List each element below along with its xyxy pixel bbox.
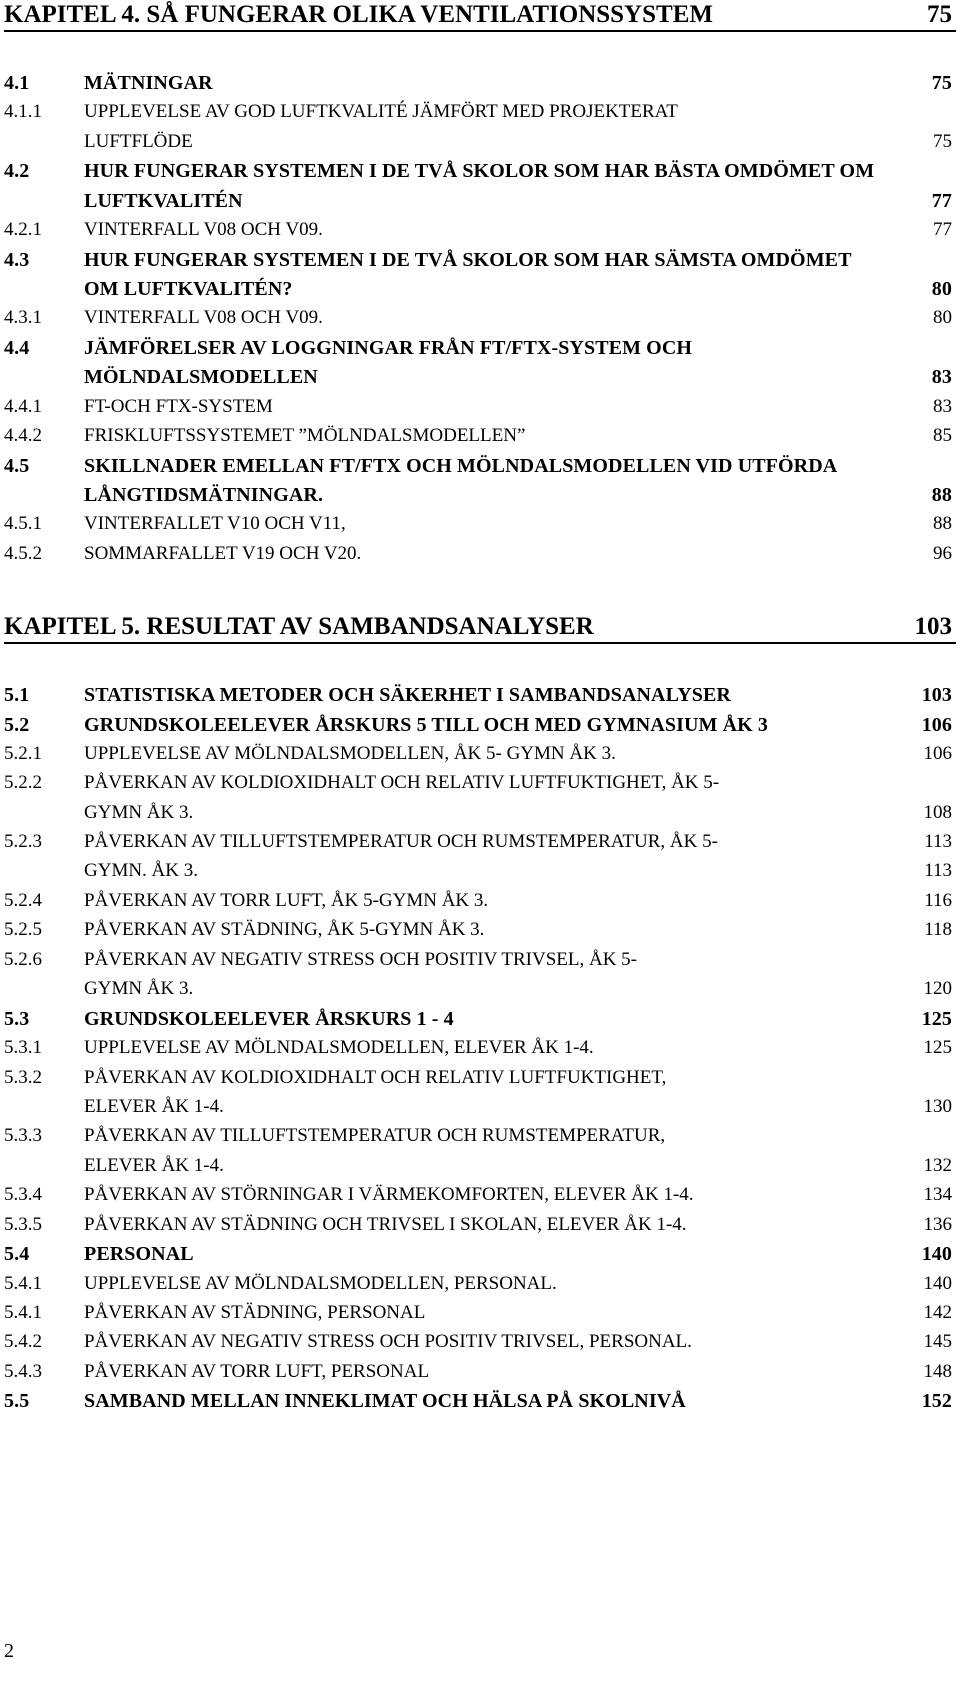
entry-title: HUR FUNGERAR SYSTEMEN I DE TVÅ SKOLOR SOM HAR BÄSTA OMDÖMET OM	[84, 160, 875, 182]
entry-title: PÅVERKAN AV STÄDNING, PERSONAL	[84, 1302, 426, 1323]
entry-title: FRISKLUFTSSYSTEMET ”MÖLNDALSMODELLEN”	[84, 425, 526, 446]
entry-number: 5.1	[4, 684, 30, 706]
entry-number: 5.2.4	[4, 890, 42, 911]
entry-title: UPPLEVELSE AV MÖLNDALSMODELLEN, ELEVER ÅK 1-4.	[84, 1037, 594, 1058]
entry-title: PÅVERKAN AV TORR LUFT, ÅK 5-GYMN ÅK 3.	[84, 890, 489, 911]
entry-title: PÅVERKAN AV TILLUFTSTEMPERATUR OCH RUMSTEMPERATUR,	[84, 1125, 666, 1146]
entry-number: 5.4.2	[4, 1331, 42, 1352]
entry-number: 4.5.1	[4, 513, 42, 534]
entry-title: PÅVERKAN AV STÄDNING, ÅK 5-GYMN ÅK 3.	[84, 919, 485, 940]
entry-page: 106	[921, 714, 952, 736]
entry-number: 4.2.1	[4, 219, 42, 240]
entry-title: PÅVERKAN AV NEGATIV STRESS OCH POSITIV TRIVSEL, ÅK 5-	[84, 949, 638, 970]
entry-title-cont: GYMN. ÅK 3.	[84, 860, 198, 881]
entry-title: PÅVERKAN AV NEGATIV STRESS OCH POSITIV TRIVSEL, PERSONAL.	[84, 1331, 692, 1352]
entry-title: MÄTNINGAR	[84, 72, 213, 94]
entry-title: GRUNDSKOLEELEVER ÅRSKURS 1 - 4	[84, 1008, 454, 1030]
entry-title-cont: LÅNGTIDSMÄTNINGAR.	[84, 484, 324, 506]
entry-title: PERSONAL	[84, 1243, 194, 1265]
entry-page: 136	[923, 1214, 952, 1235]
entry-page: 152	[921, 1390, 952, 1412]
entry-number: 5.3.3	[4, 1125, 42, 1146]
entry-title: UPPLEVELSE AV GOD LUFTKVALITÉ JÄMFÖRT MED PROJEKTERAT	[84, 101, 678, 122]
entry-title-cont: LUFTKVALITÉN	[84, 190, 243, 212]
entry-page: 130	[923, 1096, 952, 1117]
entry-number: 5.3.5	[4, 1214, 42, 1235]
entry-title: PÅVERKAN AV TORR LUFT, PERSONAL	[84, 1361, 430, 1382]
entry-page: 83	[933, 396, 952, 417]
entry-title: PÅVERKAN AV KOLDIOXIDHALT OCH RELATIV LUFTFUKTIGHET,	[84, 1067, 667, 1088]
entry-number: 4.5	[4, 455, 30, 477]
entry-page: 142	[923, 1302, 952, 1323]
entry-page: 132	[923, 1155, 952, 1176]
entry-number: 5.3.4	[4, 1184, 42, 1205]
entry-page: 125	[923, 1037, 952, 1058]
entry-number: 4.2	[4, 160, 30, 182]
entry-title: PÅVERKAN AV KOLDIOXIDHALT OCH RELATIV LUFTFUKTIGHET, ÅK 5-	[84, 772, 720, 793]
entry-page: 88	[933, 513, 952, 534]
entry-number: 5.4.1	[4, 1273, 42, 1294]
entry-title-cont: ELEVER ÅK 1-4.	[84, 1096, 224, 1117]
entry-page: 108	[923, 802, 952, 823]
entry-title-cont: LUFTFLÖDE	[84, 131, 193, 152]
entry-number: 5.2.6	[4, 949, 42, 970]
entry-page: 140	[923, 1273, 952, 1294]
entry-title: STATISTISKA METODER OCH SÄKERHET I SAMBANDSANALYSER	[84, 684, 731, 706]
chapter-title: KAPITEL 4. SÅ FUNGERAR OLIKA VENTILATIONSSYSTEM	[4, 1, 713, 28]
entry-page: 120	[923, 978, 952, 999]
entry-page: 103	[921, 684, 952, 706]
entry-page: 116	[924, 890, 952, 911]
entry-page: 140	[921, 1243, 952, 1265]
entry-page: 113	[924, 831, 952, 852]
entry-number: 5.2.5	[4, 919, 42, 940]
entry-title-cont: ELEVER ÅK 1-4.	[84, 1155, 224, 1176]
entry-title: PÅVERKAN AV TILLUFTSTEMPERATUR OCH RUMSTEMPERATUR, ÅK 5-	[84, 831, 718, 852]
chapter-heading	[4, 612, 956, 644]
entry-title: PÅVERKAN AV STÖRNINGAR I VÄRMEKOMFORTEN, ELEVER ÅK 1-4.	[84, 1184, 694, 1205]
entry-page: 83	[931, 366, 952, 388]
entry-page: 125	[921, 1008, 952, 1030]
entry-page: 88	[931, 484, 952, 506]
chapter-page: 75	[927, 1, 952, 28]
entry-title-cont: GYMN ÅK 3.	[84, 802, 194, 823]
entry-title-cont: OM LUFTKVALITÉN?	[84, 278, 293, 300]
entry-page: 106	[923, 743, 952, 764]
entry-number: 5.2.1	[4, 743, 42, 764]
entry-page: 77	[933, 219, 952, 240]
entry-title-cont: MÖLNDALSMODELLEN	[84, 366, 318, 388]
entry-number: 4.5.2	[4, 543, 42, 564]
entry-number: 5.4	[4, 1243, 30, 1265]
chapter-heading	[4, 0, 956, 32]
entry-title-cont: GYMN ÅK 3.	[84, 978, 194, 999]
entry-page: 80	[931, 278, 952, 300]
entry-page: 77	[931, 190, 952, 212]
entry-title: VINTERFALLET V10 OCH V11,	[84, 513, 346, 534]
entry-title: SOMMARFALLET V19 OCH V20.	[84, 543, 362, 564]
entry-title: PÅVERKAN AV STÄDNING OCH TRIVSEL I SKOLAN, ELEVER ÅK 1-4.	[84, 1214, 687, 1235]
entry-number: 5.2.2	[4, 772, 42, 793]
entry-number: 5.2.3	[4, 831, 42, 852]
entry-number: 4.4.1	[4, 396, 42, 417]
entry-title: FT-OCH FTX-SYSTEM	[84, 396, 273, 417]
entry-title: VINTERFALL V08 OCH V09.	[84, 219, 323, 240]
entry-number: 5.5	[4, 1390, 30, 1412]
entry-number: 4.4.2	[4, 425, 42, 446]
entry-number: 5.4.1	[4, 1302, 42, 1323]
entry-number: 5.3	[4, 1008, 30, 1030]
entry-number: 5.2	[4, 714, 30, 736]
entry-number: 5.3.2	[4, 1067, 42, 1088]
entry-number: 4.4	[4, 337, 30, 359]
entry-number: 5.4.3	[4, 1361, 42, 1382]
chapter-title: KAPITEL 5. RESULTAT AV SAMBANDSANALYSER	[4, 613, 594, 640]
entry-page: 113	[924, 860, 952, 881]
entry-title: GRUNDSKOLEELEVER ÅRSKURS 5 TILL OCH MED GYMNASIUM ÅK 3	[84, 714, 769, 736]
page-number: 2	[4, 1640, 14, 1662]
entry-page: 75	[933, 131, 952, 152]
entry-page: 85	[933, 425, 952, 446]
chapter-page: 103	[914, 613, 952, 640]
entry-number: 4.3	[4, 249, 30, 271]
entry-page: 134	[923, 1184, 952, 1205]
entry-page: 96	[933, 543, 952, 564]
entry-page: 145	[923, 1331, 952, 1352]
entry-title: JÄMFÖRELSER AV LOGGNINGAR FRÅN FT/FTX-SYSTEM OCH	[84, 337, 693, 359]
entry-number: 4.1	[4, 72, 30, 94]
entry-page: 75	[931, 72, 952, 94]
entry-title: HUR FUNGERAR SYSTEMEN I DE TVÅ SKOLOR SOM HAR SÄMSTA OMDÖMET	[84, 249, 852, 271]
entry-title: UPPLEVELSE AV MÖLNDALSMODELLEN, PERSONAL.	[84, 1273, 557, 1294]
entry-title: UPPLEVELSE AV MÖLNDALSMODELLEN, ÅK 5- GYMN ÅK 3.	[84, 743, 616, 764]
entry-page: 118	[924, 919, 952, 940]
entry-page: 80	[933, 307, 952, 328]
entry-title: SKILLNADER EMELLAN FT/FTX OCH MÖLNDALSMODELLEN VID UTFÖRDA	[84, 455, 838, 477]
entry-title: SAMBAND MELLAN INNEKLIMAT OCH HÄLSA PÅ SKOLNIVÅ	[84, 1390, 686, 1412]
entry-page: 148	[923, 1361, 952, 1382]
entry-number: 4.3.1	[4, 307, 42, 328]
entry-title: VINTERFALL V08 OCH V09.	[84, 307, 323, 328]
entry-number: 4.1.1	[4, 101, 42, 122]
entry-number: 5.3.1	[4, 1037, 42, 1058]
